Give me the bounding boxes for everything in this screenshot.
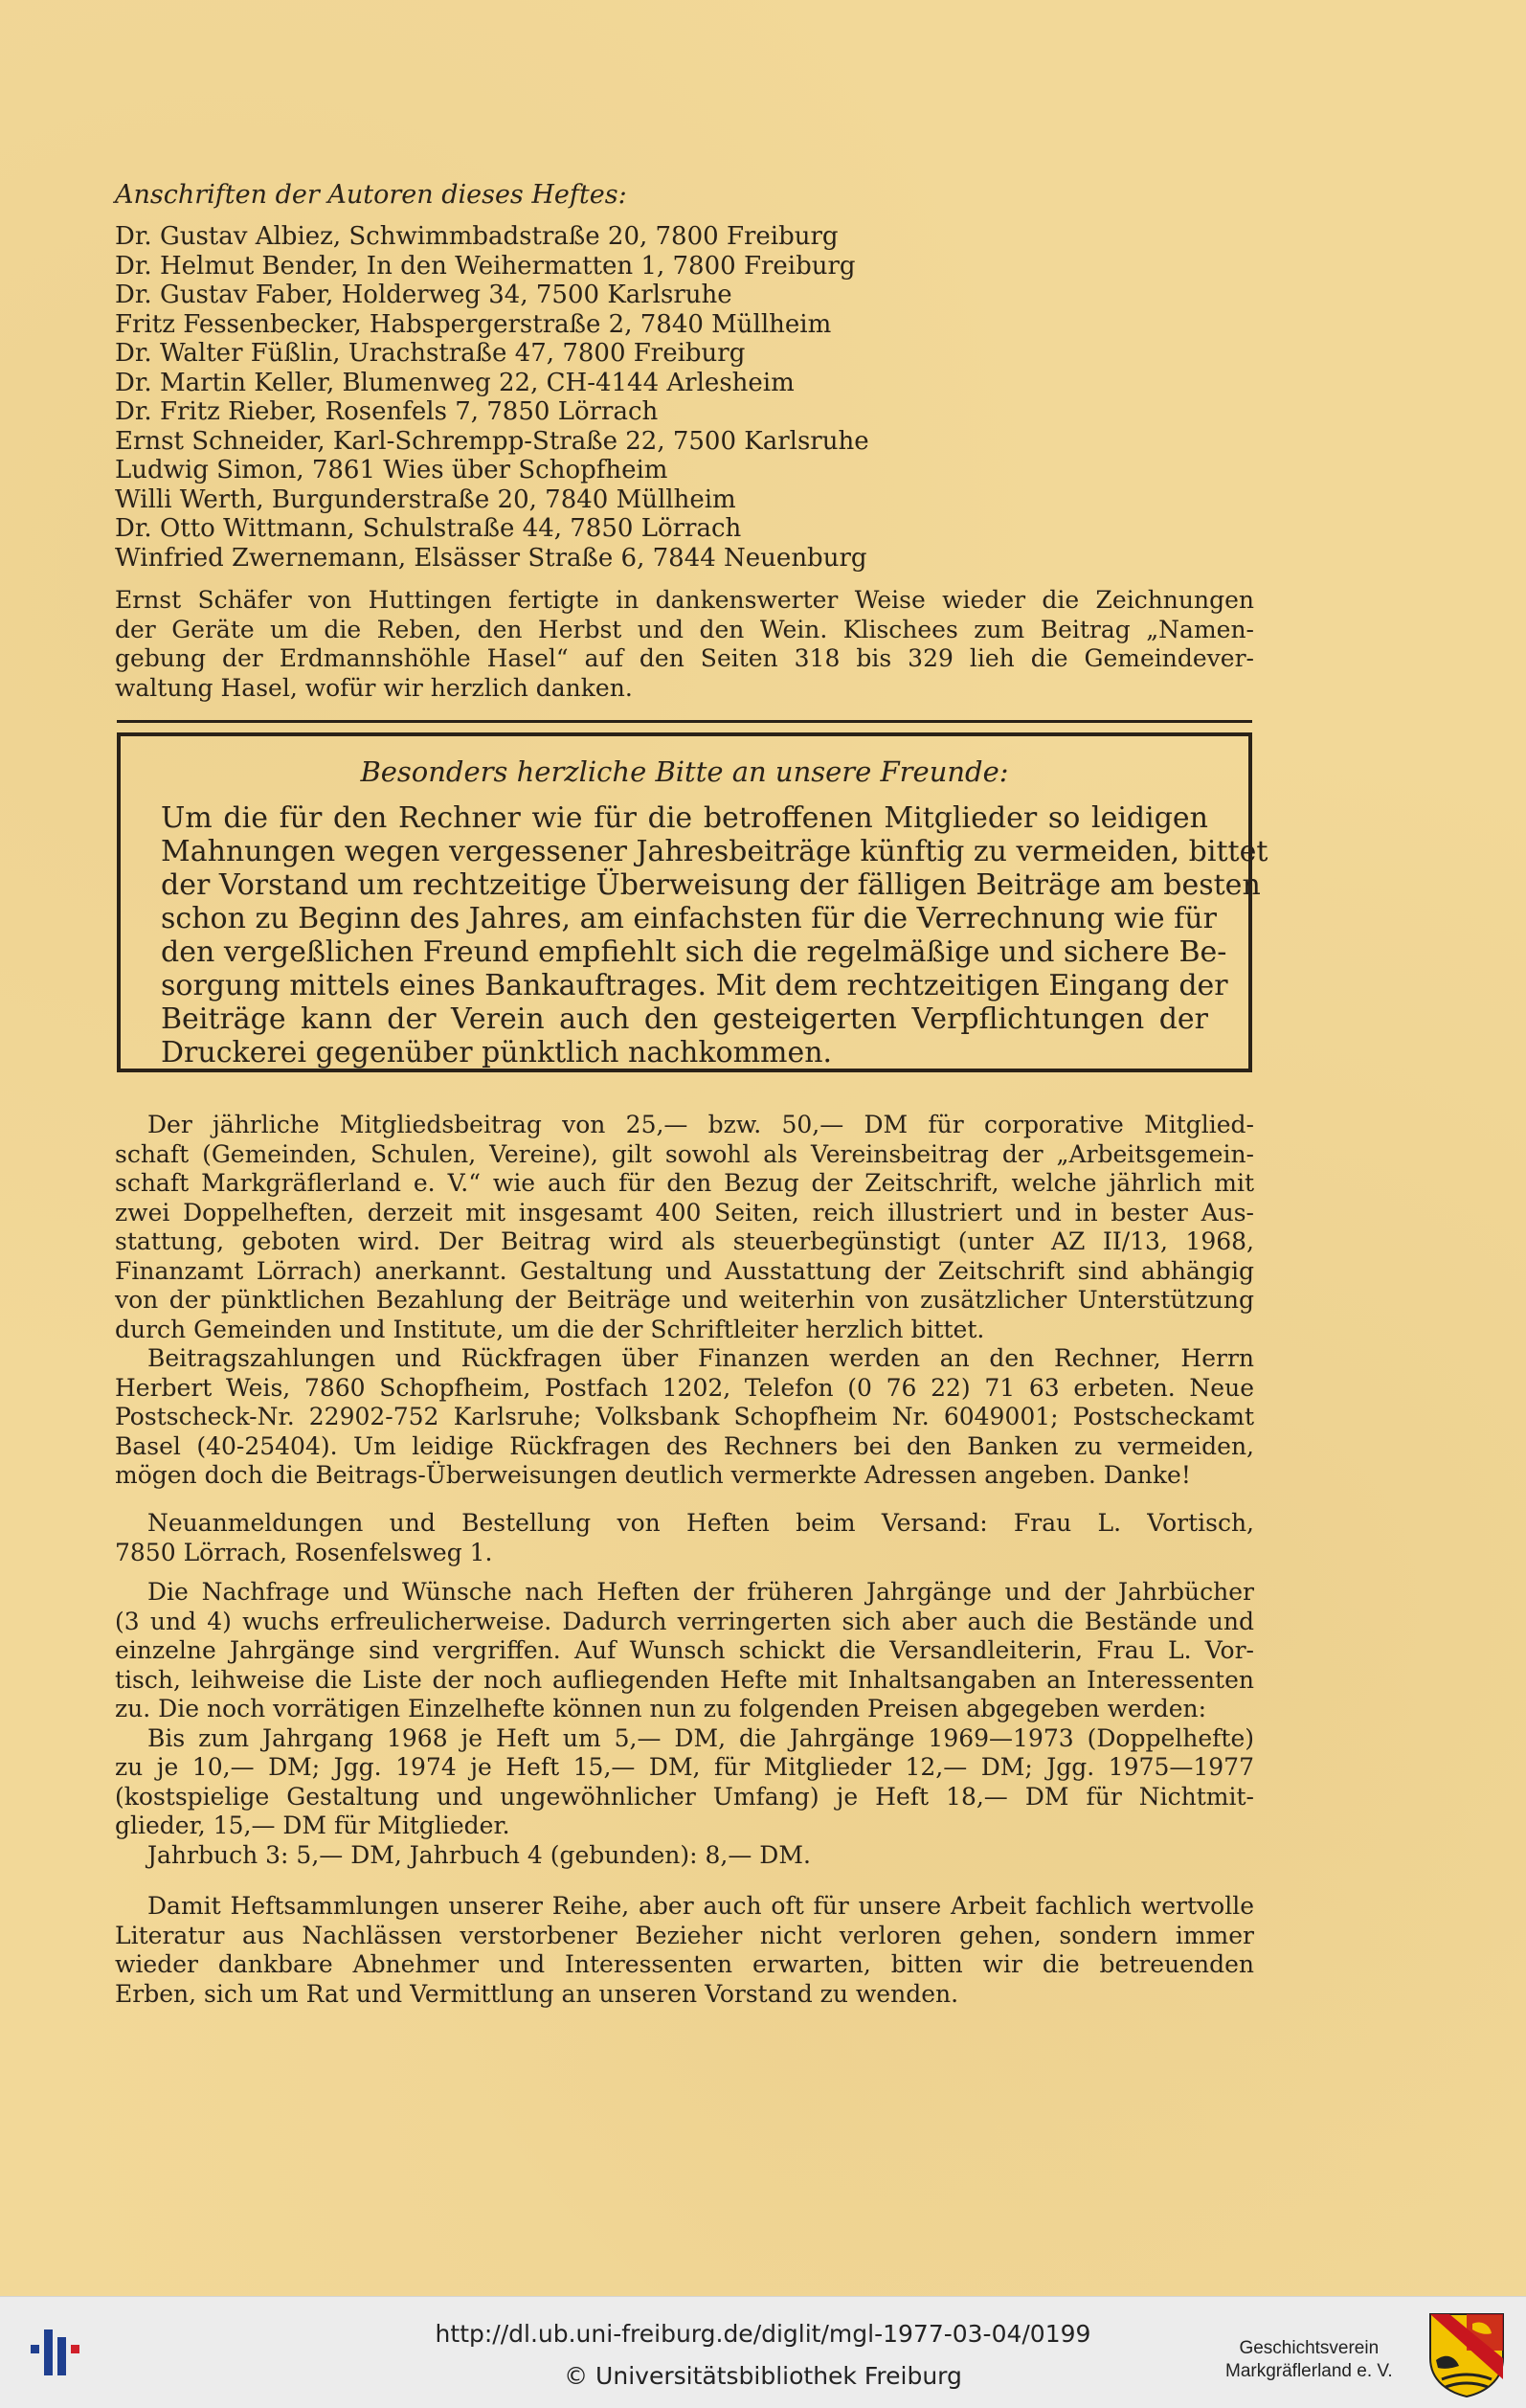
- registrations-paragraph: [115, 1509, 1254, 1567]
- text-line: durch Gemeinden und Institute, um die der Schriftleiter herzlich bittet.: [115, 1315, 985, 1343]
- box-top-rule: [117, 720, 1252, 723]
- society-name-line: Markgräflerland e. V.: [1225, 2361, 1393, 2381]
- text-line: zu. Die noch vorrätigen Einzelhefte können nun zu folgenden Preisen abgegeben werden:: [115, 1695, 1207, 1722]
- address-line: Winfried Zwernemann, Elsässer Straße 6, 7844 Neuenburg: [115, 543, 867, 573]
- text-line: zu je 10,— DM; Jgg. 1974 je Heft 15,— DM, für Mitglieder 12,— DM; Jgg. 1975—1977: [115, 1753, 1254, 1781]
- viewer-footer: [0, 2296, 1526, 2408]
- address-line: Dr. Walter Füßlin, Urachstraße 47, 7800 Freiburg: [115, 339, 746, 368]
- text-line: Finanzamt Lörrach) anerkannt. Gestaltung und Ausstattung der Zeitschrift sind abhängig: [115, 1256, 1254, 1285]
- society-name: [1225, 2337, 1393, 2383]
- text-line: Um die für den Rechner wie für die betroffenen Mitglieder so leidigen: [161, 801, 1208, 835]
- closing-paragraph: [115, 1892, 1254, 2009]
- text-line: Postscheck-Nr. 22902-752 Karlsruhe; Volksbank Schopfheim Nr. 6049001; Postscheckamt: [115, 1403, 1254, 1430]
- address-line: Dr. Martin Keller, Blumenweg 22, CH-4144 Arlesheim: [115, 368, 795, 397]
- address-line: Willi Werth, Burgunderstraße 20, 7840 Müllheim: [115, 484, 736, 514]
- text-line: glieder, 15,— DM für Mitglieder.: [115, 1812, 510, 1839]
- text-line: schon zu Beginn des Jahres, am einfachsten für die Verrechnung wie für: [161, 902, 1217, 935]
- text-line: Basel (40-25404). Um leidige Rückfragen des Rechners bei den Banken zu vermeiden,: [115, 1431, 1254, 1460]
- authors-heading: Anschriften der Autoren dieses Heftes:: [115, 180, 627, 210]
- text-line: Herbert Weis, 7860 Schopfheim, Postfach 1202, Telefon (0 76 22) 71 63 erbeten. Neue: [115, 1373, 1254, 1402]
- text-line: einzelne Jahrgänge sind vergriffen. Auf Wunsch schickt die Versandleiterin, Frau L. Vor-: [115, 1636, 1254, 1664]
- text-line: gebung der Erdmannshöhle Hasel“ auf den Seiten 318 bis 329 lieh die Gemeindever-: [115, 644, 1254, 672]
- address-line: Dr. Otto Wittmann, Schulstraße 44, 7850 Lörrach: [115, 514, 742, 543]
- address-line: Dr. Helmut Bender, In den Weihermatten 1, 7800 Freiburg: [115, 251, 856, 281]
- text-line: Mahnungen wegen vergessener Jahresbeiträge künftig zu vermeiden, bittet: [161, 835, 1268, 868]
- text-line: schaft (Gemeinden, Schulen, Vereine), gilt sowohl als Vereinsbeitrag der „Arbeitsgemein-: [115, 1139, 1254, 1168]
- text-line: Erben, sich um Rat und Vermittlung an unseren Vorstand zu wenden.: [115, 1979, 959, 2008]
- text-line: der Geräte um die Reben, den Herbst und den Wein. Klischees zum Beitrag „Namen-: [115, 615, 1254, 643]
- text-line: den vergeßlichen Freund empfiehlt sich die regelmäßige und sichere Be-: [161, 935, 1227, 969]
- text-line: mögen doch die Beitrags-Überweisungen deutlich vermerkte Adressen angeben. Danke!: [115, 1461, 1191, 1489]
- membership-paragraph: [115, 1111, 1254, 1491]
- text-line: der Vorstand um rechtzeitige Überweisung der fälligen Beiträge am besten: [161, 868, 1261, 902]
- back-issues-paragraph: [115, 1578, 1254, 1870]
- address-line: Ludwig Simon, 7861 Wies über Schopfheim: [115, 456, 668, 484]
- text-line: zwei Doppelheften, derzeit mit insgesamt 400 Seiten, reich illustriert und in bester Aus-: [115, 1198, 1254, 1227]
- text-line: Beitragszahlungen und Rückfragen über Finanzen werden an den Rechner, Herrn: [147, 1344, 1254, 1372]
- text-line: Bis zum Jahrgang 1968 je Heft um 5,— DM, die Jahrgänge 1969—1973 (Doppelhefte): [147, 1723, 1254, 1752]
- text-line: (kostspielige Gestaltung und ungewöhnlicher Umfang) je Heft 18,— DM für Nichtmit-: [115, 1782, 1254, 1811]
- address-line: Fritz Fessenbecker, Habspergerstraße 2, 7840 Müllheim: [115, 309, 832, 339]
- text-line: Die Nachfrage und Wünsche nach Heften der früheren Jahrgänge und der Jahrbücher: [147, 1578, 1254, 1606]
- address-line: Ernst Schneider, Karl-Schrempp-Straße 22, 7500 Karlsruhe: [115, 426, 869, 456]
- request-box-title: Besonders herzliche Bitte an unsere Freunde:: [360, 755, 1009, 788]
- society-crest-icon[interactable]: [1428, 2312, 1505, 2398]
- text-line: tisch, leihweise die Liste der noch aufliegenden Hefte mit Inhaltsangaben an Interessenten: [115, 1665, 1254, 1694]
- credits-paragraph: [115, 586, 1254, 703]
- text-line: 7850 Lörrach, Rosenfelsweg 1.: [115, 1538, 493, 1566]
- request-box: [117, 732, 1268, 1072]
- permalink-url[interactable]: http://dl.ub.uni-freiburg.de/diglit/mgl-1977-03-04/0199: [435, 2320, 1091, 2348]
- text-line: Jahrbuch 3: 5,— DM, Jahrbuch 4 (gebunden): 8,— DM.: [147, 1840, 811, 1869]
- text-line: Druckerei gegenüber pünktlich nachkommen.: [161, 1036, 833, 1069]
- text-line: Ernst Schäfer von Huttingen fertigte in dankenswerter Weise wieder die Zeichnungen: [115, 586, 1254, 614]
- text-line: (3 und 4) wuchs erfreulicherweise. Dadurch verringerten sich aber auch die Bestände und: [115, 1607, 1254, 1635]
- text-line: stattung, geboten wird. Der Beitrag wird als steuerbegünstigt (unter AZ II/13, 1968,: [115, 1227, 1254, 1255]
- request-box-body: [161, 801, 1268, 1069]
- society-name-line: Geschichtsverein: [1239, 2338, 1380, 2358]
- text-line: Beiträge kann der Verein auch den gesteigerten Verpflichtungen der: [161, 1002, 1208, 1036]
- text-line: von der pünktlichen Bezahlung der Beiträge und weiterhin von zusätzlicher Unterstützung: [115, 1286, 1254, 1314]
- copyright-notice: © Universitätsbibliothek Freiburg: [564, 2362, 962, 2390]
- text-line: Damit Heftsammlungen unserer Reihe, aber auch oft für unsere Arbeit fachlich wertvolle: [147, 1892, 1254, 1920]
- text-line: Literatur aus Nachlässen verstorbener Bezieher nicht verloren gehen, sondern immer: [115, 1921, 1254, 1949]
- text-line: schaft Markgräflerland e. V.“ wie auch für den Bezug der Zeitschrift, welche jährlich mit: [115, 1169, 1254, 1197]
- text-line: Neuanmeldungen und Bestellung von Heften beim Versand: Frau L. Vortisch,: [147, 1509, 1254, 1537]
- address-line: Dr. Fritz Rieber, Rosenfels 7, 7850 Lörrach: [115, 397, 659, 426]
- authors-address-list: [115, 222, 976, 573]
- text-line: Der jährliche Mitgliedsbeitrag von 25,— bzw. 50,— DM für corporative Mitglied-: [147, 1111, 1254, 1138]
- text-line: wieder dankbare Abnehmer und Interessenten erwarten, bitten wir die betreuenden: [115, 1950, 1254, 1978]
- address-line: Dr. Gustav Albiez, Schwimmbadstraße 20, 7800 Freiburg: [115, 222, 839, 251]
- text-line: waltung Hasel, wofür wir herzlich danken.: [115, 673, 633, 702]
- text-line: sorgung mittels eines Bankauftrages. Mit dem rechtzeitigen Eingang der: [161, 969, 1228, 1002]
- address-line: Dr. Gustav Faber, Holderweg 34, 7500 Karlsruhe: [115, 281, 732, 309]
